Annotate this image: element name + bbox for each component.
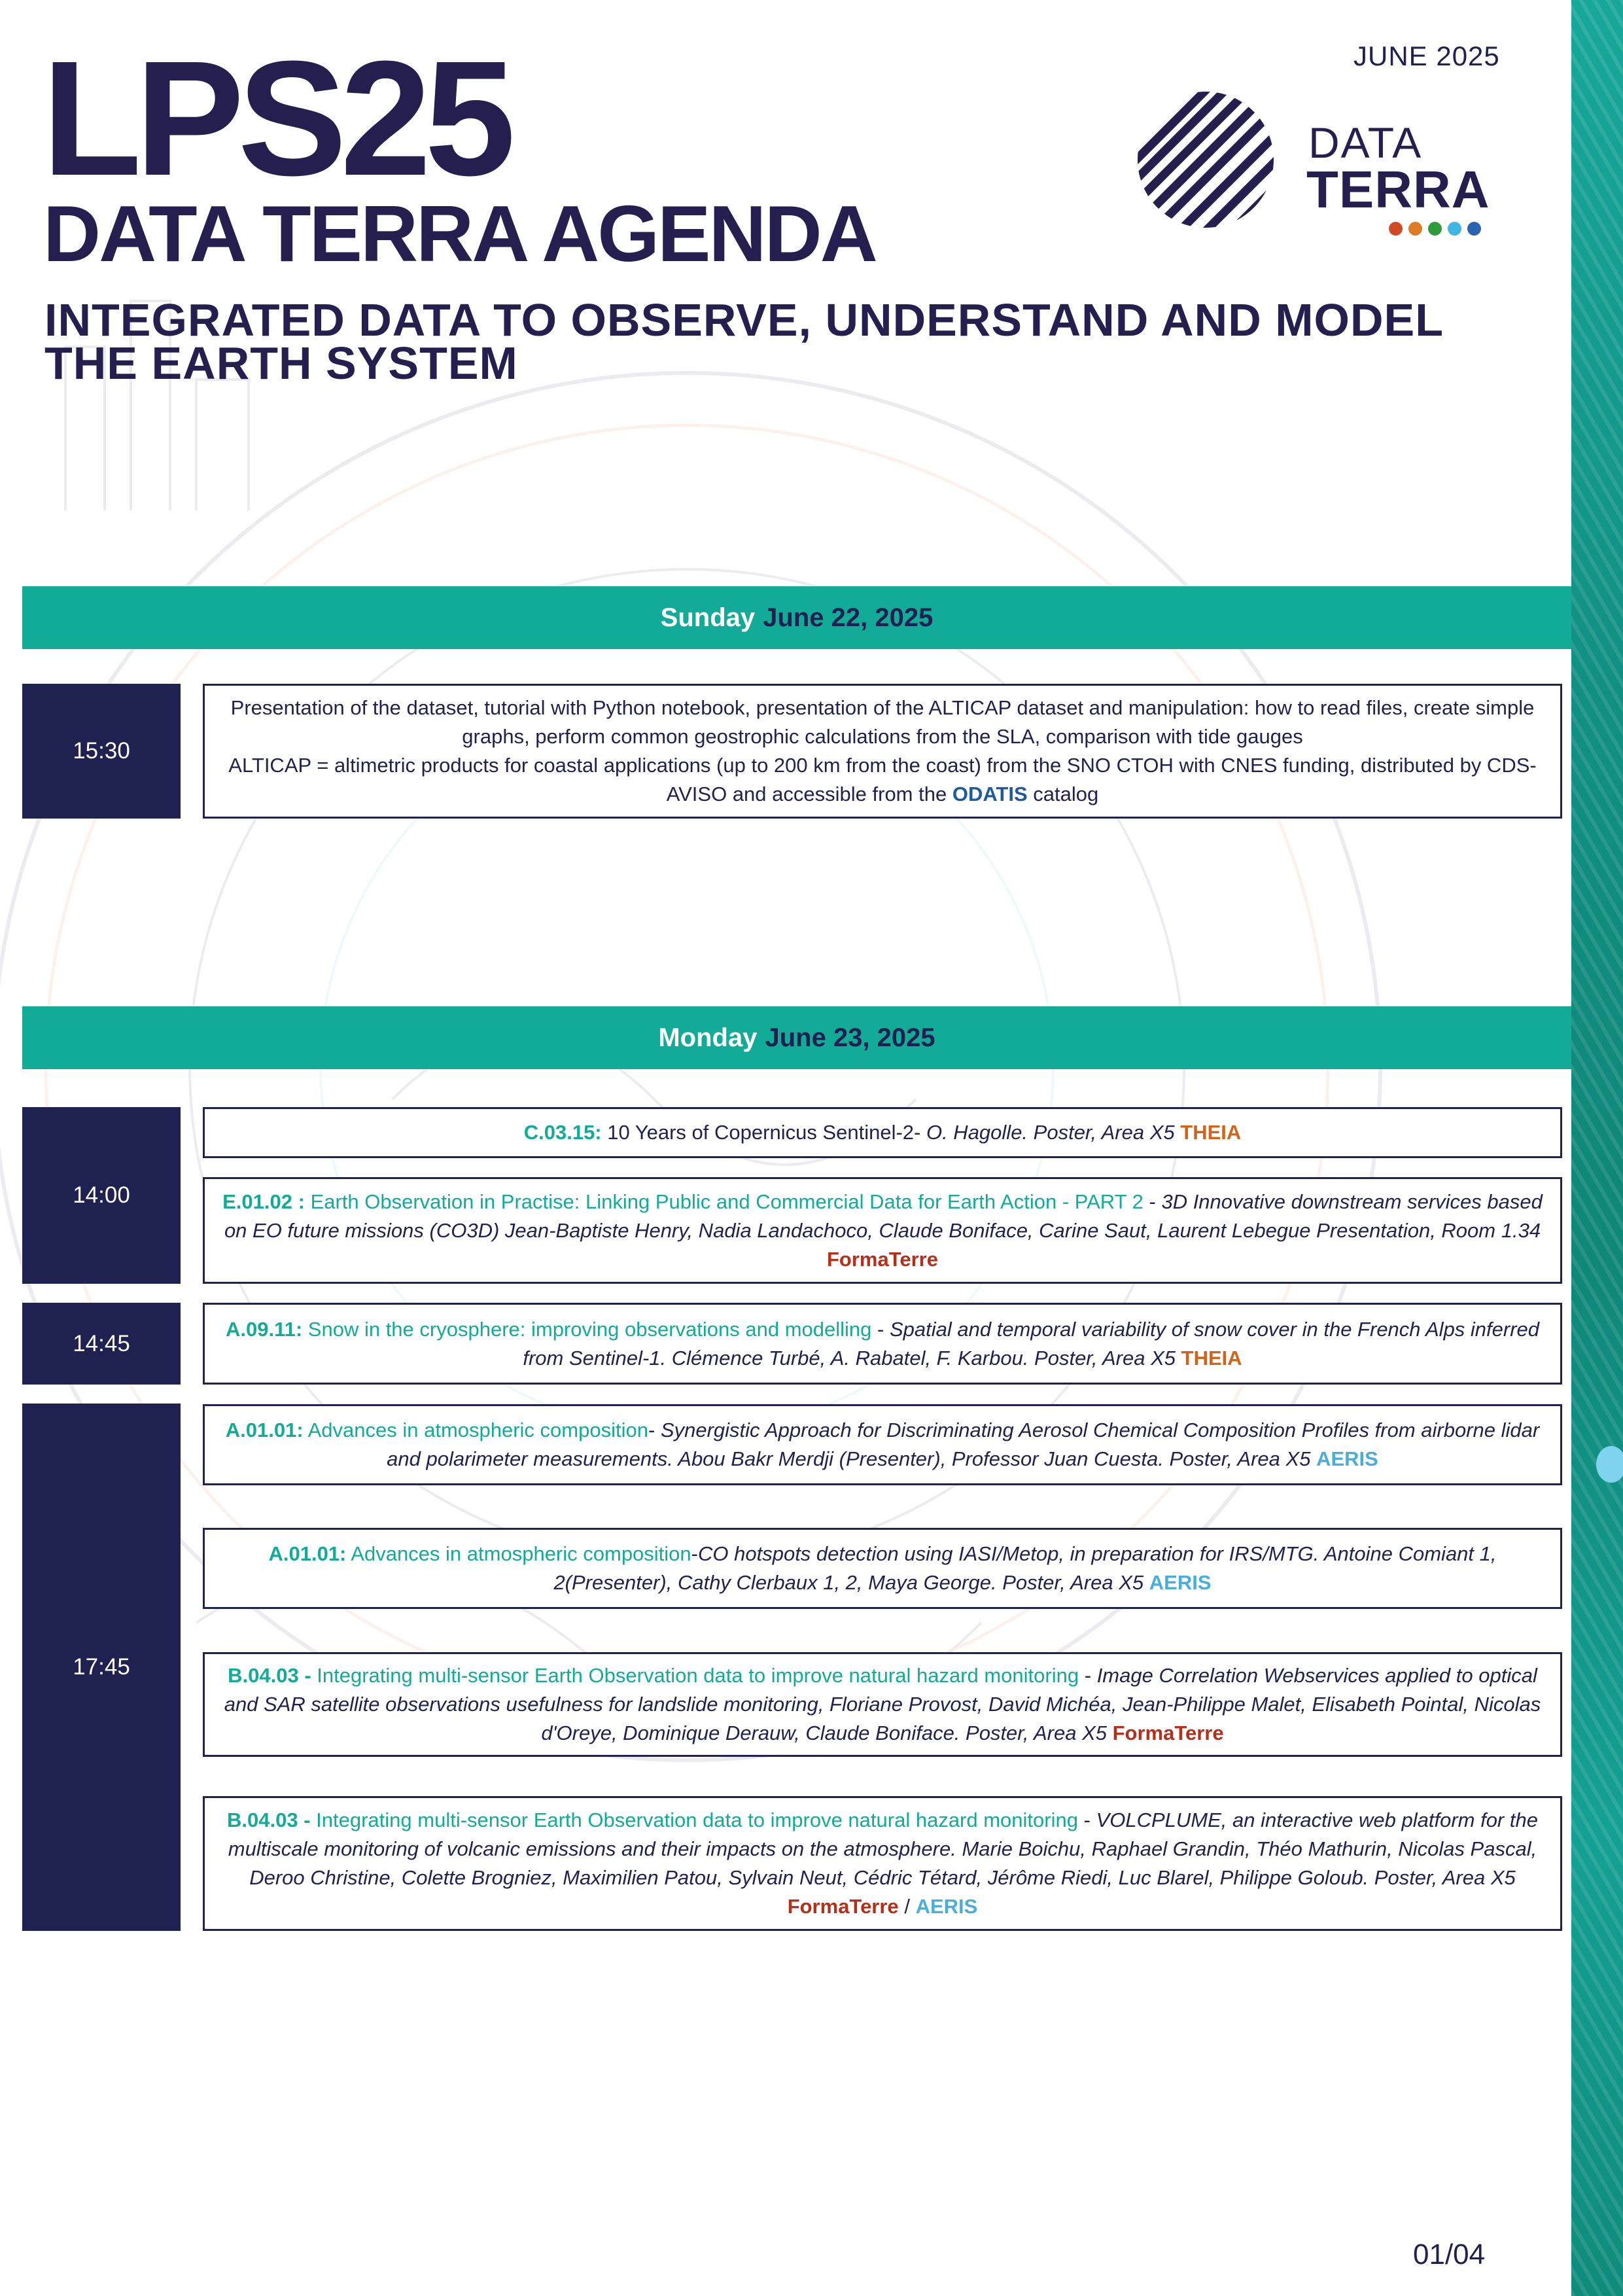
session-code: E.01.02 : xyxy=(222,1190,305,1213)
org-tag-formaterre: FormaTerre xyxy=(787,1895,899,1918)
session-code: A.09.11: xyxy=(225,1317,303,1341)
org-tag-formaterre: FormaTerre xyxy=(1112,1722,1224,1744)
time-slot: 15:30 xyxy=(22,684,181,819)
time-slot: 17:45 xyxy=(22,1404,181,1931)
logo-dot xyxy=(1448,222,1461,236)
logo-globe-icon xyxy=(1135,89,1279,233)
agenda-entry xyxy=(203,1796,1562,1931)
entry-description-2: ALTICAP = altimetric products for coastal applications (up to 200 km from the coast) from the SNO CTOH with CNES funding, distributed by CDS-AVISO and accessible from the xyxy=(228,754,1537,805)
separator: - xyxy=(877,1317,884,1341)
session-title: Integrating multi-sensor Earth Observation data to improve natural hazard monitoring xyxy=(316,1809,1078,1831)
time-slot: 14:45 xyxy=(22,1303,181,1385)
org-tag-formaterre: FormaTerre xyxy=(827,1247,938,1271)
data-terra-logo xyxy=(1135,89,1501,246)
entry-title: 10 Years of Copernicus Sentinel-2- xyxy=(607,1121,921,1144)
separator: - xyxy=(691,1542,698,1565)
org-tag-aeris: AERIS xyxy=(915,1895,978,1918)
entry-details: Spatial and temporal variability of snow cover in the French Alps inferred from Sentinel-1. Clémence Turbé, A. Rabatel, F. Karbou. Poster, Area X5 xyxy=(523,1317,1540,1369)
time-slot: 14:00 xyxy=(22,1107,181,1284)
day-weekday: Sunday xyxy=(660,603,756,632)
org-separator: / xyxy=(904,1895,910,1918)
separator: - xyxy=(1149,1190,1156,1213)
separator: - xyxy=(1083,1809,1091,1831)
entry-details: O. Hagolle. Poster, Area X5 xyxy=(926,1121,1175,1144)
logo-color-dots xyxy=(1389,222,1481,236)
edition-month: JUNE 2025 xyxy=(1353,41,1500,71)
logo-dot xyxy=(1389,222,1403,236)
session-title: Integrating multi-sensor Earth Observation data to improve natural hazard monitoring xyxy=(317,1664,1079,1687)
agenda-subtitle: INTEGRATED DATA TO OBSERVE, UNDERSTAND AND MODEL THE EARTH SYSTEM xyxy=(44,294,1443,389)
separator: - xyxy=(648,1419,655,1441)
day-header-sunday xyxy=(22,586,1571,649)
entry-description-3: catalog xyxy=(1033,783,1099,805)
entry-details: 3D Innovative downstream services based on EO future missions (CO3D) Jean-Baptiste Henry, Nadia Landachoco, Claude Boniface, Carine Saut, Laurent Lebegue Presentation, Room 1.34 xyxy=(224,1190,1543,1242)
agenda-entry xyxy=(203,1652,1562,1757)
decorative-bubble xyxy=(1596,1446,1623,1483)
agenda-entry xyxy=(203,1404,1562,1485)
session-title: Advances in atmospheric composition xyxy=(351,1542,691,1565)
agenda-entry xyxy=(203,1528,1562,1609)
entry-details: CO hotspots detection using IASI/Metop, in preparation for IRS/MTG. Antoine Comiant 1, 2(Presenter), Cathy Clerbaux 1, 2, Maya George. Poster, Area X5 xyxy=(553,1542,1497,1594)
agenda-entry xyxy=(203,684,1562,819)
logo-word-data: DATA xyxy=(1308,118,1423,167)
entry-description: Presentation of the dataset, tutorial with Python notebook, presentation of the ALTICAP dataset and manipulation: how to read files, create simple graphs, perform common geostrophic calculations from the SLA, comparison with tide gauges xyxy=(230,696,1535,748)
entry-details: VOLCPLUME, an interactive web platform for the multiscale monitoring of volcanic emissions and their impacts on the atmosphere. Marie Boichu, Raphael Grandin, Théo Mathurin, Nicolas Pascal, Deroo Christine, Colette Brogniez, Maximilien Patou, Sylvain Neut, Cédric Tétard, Jérôme Riedi, Luc Blarel, Philippe Goloub. Poster, Area X5 xyxy=(228,1809,1538,1889)
agenda-entry xyxy=(203,1177,1562,1284)
entry-details: Synergistic Approach for Discriminating Aerosol Chemical Composition Profiles from airborne lidar and polarimeter measurements. Abou Bakr Merdji (Presenter), Professor Juan Cuesta. Poster, Area X5 xyxy=(387,1419,1540,1470)
day-date: June 23, 2025 xyxy=(765,1023,935,1052)
logo-dot xyxy=(1428,222,1442,236)
agenda-entry xyxy=(203,1107,1562,1158)
day-header-monday xyxy=(22,1006,1571,1069)
org-tag-odatis: ODATIS xyxy=(952,783,1028,805)
session-code: C.03.15: xyxy=(523,1121,602,1144)
day-weekday: Monday xyxy=(658,1023,758,1052)
logo-word-terra: TERRA xyxy=(1306,160,1490,219)
org-tag-aeris: AERIS xyxy=(1316,1447,1378,1470)
session-title: Earth Observation in Practise: Linking Public and Commercial Data for Earth Action - PART 2 xyxy=(310,1190,1143,1213)
org-tag-theia: THEIA xyxy=(1180,1121,1242,1144)
session-title: Snow in the cryosphere: improving observations and modelling xyxy=(307,1317,872,1341)
org-tag-theia: THEIA xyxy=(1181,1346,1242,1369)
event-title: LPS25 xyxy=(42,27,510,209)
session-code: A.01.01: xyxy=(268,1542,347,1565)
org-tag-aeris: AERIS xyxy=(1149,1571,1212,1594)
logo-dot xyxy=(1408,222,1422,236)
decorative-side-strip xyxy=(1571,0,1623,2296)
session-code: B.04.03 - xyxy=(228,1664,311,1687)
session-code: B.04.03 - xyxy=(227,1809,311,1831)
agenda-title: DATA TERRA AGENDA xyxy=(43,189,876,278)
agenda-entry xyxy=(203,1303,1562,1385)
session-code: A.01.01: xyxy=(225,1419,304,1441)
session-title: Advances in atmospheric composition xyxy=(307,1419,648,1441)
separator: - xyxy=(1084,1664,1092,1687)
day-date: June 22, 2025 xyxy=(763,603,934,632)
page-number: 01/04 xyxy=(1413,2238,1486,2270)
entry-details: Image Correlation Webservices applied to optical and SAR satellite observations usefulness for landslide monitoring, Floriane Provost, David Michéa, Jean-Philippe Malet, Elisabeth Pointal, Nicolas d'Oreye, Dominique Derauw, Claude Boniface. Poster, Area X5 xyxy=(224,1664,1541,1744)
logo-dot xyxy=(1467,222,1481,236)
